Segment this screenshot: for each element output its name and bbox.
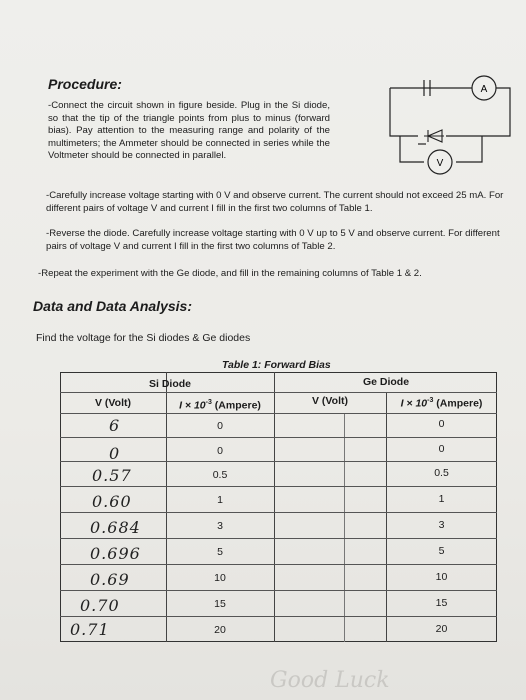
procedure-step-forward: -Carefully increase voltage starting with 0 V and observe current. The current should not exceed 25 mA. For different pairs of voltage V and current I fill in the first two columns of Table 1.: [46, 190, 504, 214]
data-analysis-heading: Data and Data Analysis:: [33, 298, 192, 314]
si-current-cell: 0: [217, 420, 223, 432]
ge-voltage-header: V (Volt): [312, 395, 348, 407]
si-current-cell: 10: [214, 572, 226, 584]
ge-current-cell: 0: [438, 443, 445, 455]
si-voltage-cell: 0.69: [90, 570, 130, 589]
si-current-cell: 5: [217, 546, 223, 558]
ge-current-cell: 0: [438, 418, 445, 430]
col-divider: [344, 414, 345, 642]
ge-current-cell: 3: [438, 519, 445, 531]
row-divider: [60, 564, 497, 565]
si-current-cell: 0.5: [212, 469, 228, 481]
ge-current-cell: 0.5: [434, 467, 449, 479]
row-divider: [60, 538, 497, 539]
si-current-cell: 3: [217, 520, 223, 532]
procedure-step-repeat: -Repeat the experiment with the Ge diode, and fill in the remaining columns of Table 1 & 2.: [38, 268, 422, 279]
procedure-step-connect: -Connect the circuit shown in figure beside. Plug in the Si diode, so that the tip of the triangle points from plus to minus (forward bias). Pay attention to the measuring range and polarity of the multimeters; the Ammeter should be connected in series while the Voltmeter should be connected in parallel.: [48, 100, 330, 161]
si-voltage-cell: 0.684: [90, 518, 141, 537]
si-voltage-cell: 0.71: [70, 620, 110, 639]
si-voltage-cell: 6: [109, 416, 121, 435]
si-voltage-cell: 0.70: [80, 596, 120, 615]
si-voltage-cell: 0.696: [90, 544, 141, 563]
voltmeter-right-wire: [456, 136, 482, 162]
si-diode-header: Si Diode: [148, 378, 191, 390]
si-voltage-cell: 0: [109, 444, 121, 463]
ge-current-cell: 20: [435, 623, 448, 635]
ammeter-label: A: [480, 84, 488, 95]
row-divider: [60, 590, 497, 591]
row-divider: [60, 486, 497, 487]
voltmeter-left-wire: [400, 136, 424, 162]
faint-watermark: Good Luck: [270, 668, 390, 693]
ge-current-cell: 1: [438, 493, 445, 505]
ge-current-header: $I \times 10^{-3}$ (Ampere): [400, 397, 483, 410]
si-current-cell: 0: [217, 445, 223, 457]
row-divider: [60, 512, 497, 513]
procedure-step-reverse: -Reverse the diode. Carefully increase voltage starting with 0 V up to 5 V and observe current. For different pairs of voltage V and current I fill in the first two columns of Table 2.: [46, 228, 500, 252]
si-voltage-cell: 0.57: [92, 466, 132, 485]
si-current-cell: 1: [217, 494, 223, 506]
si-voltage-cell: 0.60: [92, 492, 132, 511]
data-instruction: Find the voltage for the Si diodes & Ge diodes: [36, 332, 251, 344]
circuit-diagram: [384, 74, 520, 184]
row-divider: [60, 413, 497, 414]
si-current-header: $I \times 10^{-3}$ (Ampere): [179, 399, 261, 412]
table-caption: Table 1: Forward Bias: [222, 359, 331, 371]
ge-diode-header: Ge Diode: [362, 376, 410, 388]
row-divider: [60, 461, 497, 462]
procedure-heading: Procedure:: [48, 76, 122, 92]
si-voltage-header: V (Volt): [95, 397, 131, 409]
si-current-cell: 20: [214, 624, 226, 636]
voltmeter-label: V: [436, 158, 444, 169]
circuit-left-wire: [390, 88, 418, 136]
ge-current-cell: 5: [438, 545, 445, 557]
si-current-cell: 15: [214, 598, 226, 610]
row-divider: [60, 616, 497, 617]
diode-symbol: [424, 130, 444, 142]
row-divider: [60, 437, 497, 438]
ge-current-cell: 15: [435, 597, 448, 609]
ge-current-cell: 10: [435, 571, 448, 583]
